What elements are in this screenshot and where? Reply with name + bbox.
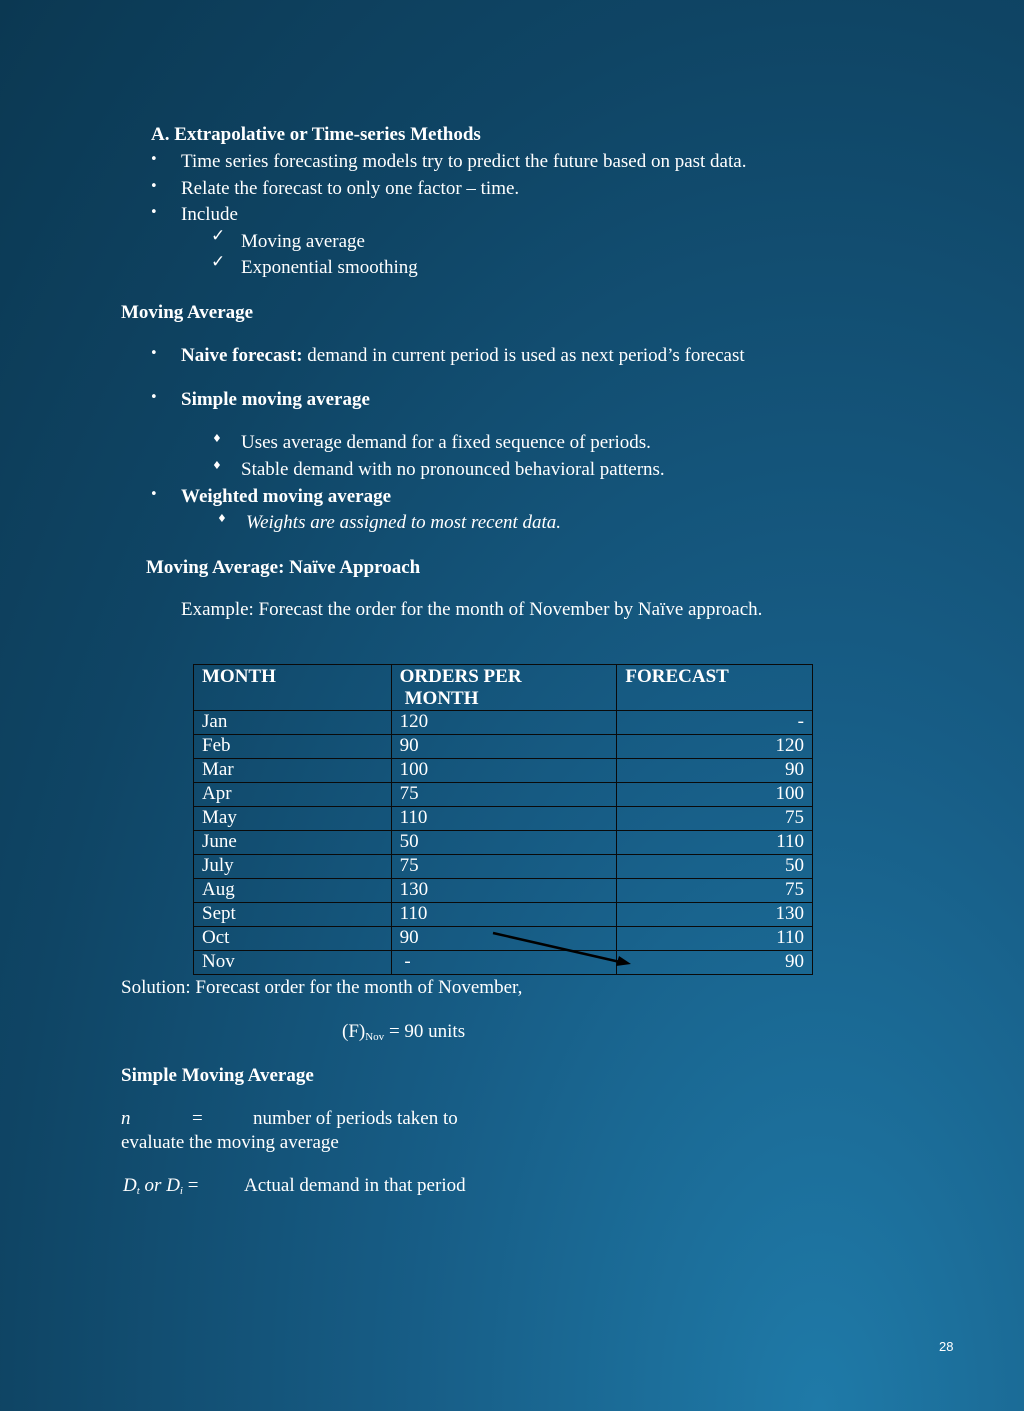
cell-orders: - [391, 951, 617, 975]
n-equals: = [192, 1108, 203, 1129]
section-a-bullet-2: Relate the forecast to only one factor – time. [181, 178, 520, 199]
naive-forecast-item [181, 344, 745, 368]
table-row [194, 903, 813, 927]
sma-point-2: Stable demand with no pronounced behavioral patterns. [241, 459, 665, 480]
bullet-dot: • [150, 390, 158, 405]
naive-approach-heading: Moving Average: Naïve Approach [146, 557, 421, 578]
cell-orders: 50 [391, 831, 617, 855]
cell-forecast: 110 [617, 927, 813, 951]
cell-month: Sept [194, 903, 392, 927]
cell-forecast: - [617, 711, 813, 735]
n-definition-line1: number of periods taken to [253, 1108, 458, 1129]
cell-forecast: 100 [617, 783, 813, 807]
sma-point-1: Uses average demand for a fixed sequence of periods. [241, 432, 651, 453]
cell-orders: 90 [391, 927, 617, 951]
cell-month: Apr [194, 783, 392, 807]
cell-month: July [194, 855, 392, 879]
formula-sub: Nov [365, 1031, 385, 1043]
cell-month: Feb [194, 735, 392, 759]
d-sub-b: i [179, 1185, 183, 1197]
arrow-icon [490, 928, 635, 970]
header-orders-line2: MONTH [404, 688, 479, 709]
cell-month: May [194, 807, 392, 831]
cell-orders: 120 [391, 711, 617, 735]
wma-label: Weighted moving average [181, 486, 392, 507]
cell-orders: 75 [391, 855, 617, 879]
cell-orders: 130 [391, 879, 617, 903]
sma-label: Simple moving average [181, 389, 370, 410]
bullet-dot: • [150, 152, 158, 167]
cell-month: Nov [194, 951, 392, 975]
cell-forecast: 110 [617, 831, 813, 855]
section-a-bullet-3: Include [181, 204, 238, 225]
d-sub-a: t [136, 1185, 140, 1197]
table-row [194, 879, 813, 903]
bullet-dot: • [150, 179, 158, 194]
table-row [194, 783, 813, 807]
check-item-1: Moving average [241, 231, 365, 252]
cell-month: June [194, 831, 392, 855]
table-row [194, 831, 813, 855]
table-row [194, 711, 813, 735]
table-row [194, 759, 813, 783]
cell-forecast: 90 [617, 951, 813, 975]
cell-orders: 110 [391, 807, 617, 831]
d-or: or D [139, 1175, 180, 1196]
header-orders [391, 665, 617, 711]
moving-average-heading: Moving Average [121, 302, 254, 323]
header-orders-line1: ORDERS PER [399, 666, 522, 687]
n-definition-line2: evaluate the moving average [121, 1132, 339, 1153]
n-symbol: n [121, 1108, 131, 1129]
cell-month: Oct [194, 927, 392, 951]
cell-forecast: 75 [617, 807, 813, 831]
cell-orders: 90 [391, 735, 617, 759]
sma-heading: Simple Moving Average [121, 1065, 314, 1086]
cell-forecast: 75 [617, 879, 813, 903]
solution-formula [342, 1020, 465, 1049]
header-forecast: FORECAST [617, 665, 813, 711]
page-number: 28 [939, 1339, 954, 1354]
cell-month: Aug [194, 879, 392, 903]
checkmark-icon: ✓ [211, 252, 226, 272]
diamond-bullet-icon: ♦ [212, 459, 222, 472]
naive-forecast-text: demand in current period is used as next period’s forecast [302, 345, 745, 366]
d-equals: = [182, 1175, 199, 1196]
cell-month: Jan [194, 711, 392, 735]
wma-point-1: Weights are assigned to most recent data. [246, 512, 562, 533]
section-a-bullet-1: Time series forecasting models try to predict the future based on past data. [181, 151, 747, 172]
d-symbol [123, 1174, 198, 1203]
cell-month: Mar [194, 759, 392, 783]
naive-forecast-label: Naive forecast: [181, 345, 303, 366]
cell-forecast: 120 [617, 735, 813, 759]
solution-text: Solution: Forecast order for the month of November, [121, 977, 523, 998]
d-symbol-a: D [123, 1175, 137, 1196]
section-a-heading: A. Extrapolative or Time-series Methods [151, 124, 481, 145]
cell-orders: 110 [391, 903, 617, 927]
d-definition: Actual demand in that period [244, 1175, 466, 1196]
formula-prefix: (F) [342, 1021, 366, 1042]
bullet-dot: • [150, 205, 158, 220]
formula-suffix: = 90 units [384, 1021, 466, 1042]
cell-forecast: 90 [617, 759, 813, 783]
table-header-row [194, 665, 813, 711]
table-row [194, 807, 813, 831]
cell-forecast: 50 [617, 855, 813, 879]
header-month: MONTH [194, 665, 392, 711]
bullet-dot: • [150, 487, 158, 502]
diamond-bullet-icon: ♦ [217, 512, 227, 525]
check-item-2: Exponential smoothing [241, 257, 418, 278]
table-row [194, 735, 813, 759]
table-row [194, 855, 813, 879]
cell-forecast: 130 [617, 903, 813, 927]
checkmark-icon: ✓ [211, 226, 226, 246]
diamond-bullet-icon: ♦ [212, 432, 222, 445]
bullet-dot: • [150, 346, 158, 361]
cell-orders: 75 [391, 783, 617, 807]
cell-orders: 100 [391, 759, 617, 783]
naive-example: Example: Forecast the order for the month of November by Naïve approach. [181, 599, 763, 620]
